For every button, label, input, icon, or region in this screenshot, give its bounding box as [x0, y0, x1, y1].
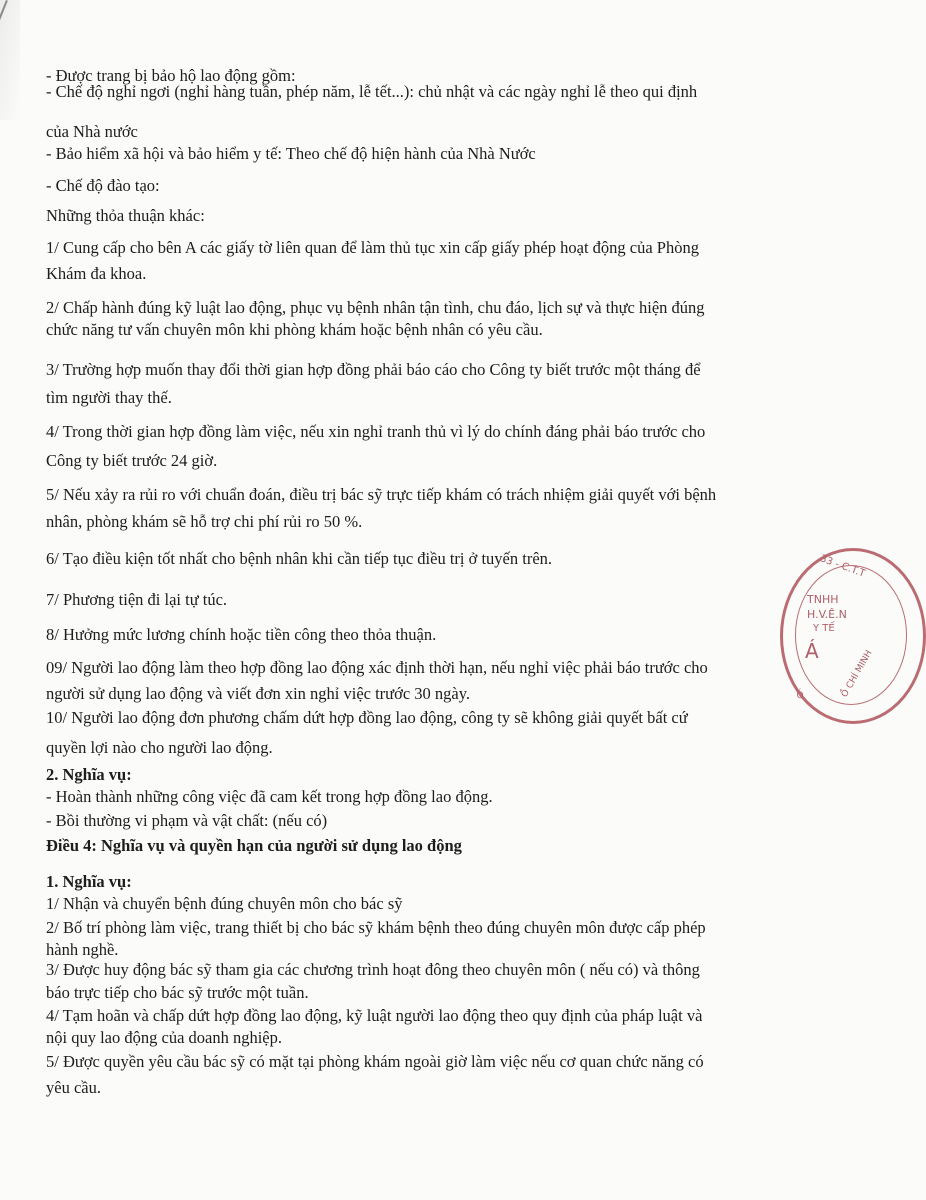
text-line: 1/ Cung cấp cho bên A các giấy tờ liên quan để làm thủ tục xin cấp giấy phép hoạt động của Phòng — [46, 238, 699, 257]
text-line: Khám đa khoa. — [46, 264, 147, 283]
text-line: người sử dụng lao động và viết đơn xin nghỉ việc trước 30 ngày. — [46, 684, 471, 703]
text-line: nội quy lao động của doanh nghiệp. — [46, 1028, 282, 1047]
section-heading: 1. Nghĩa vụ: — [46, 872, 132, 891]
text-line: 4/ Tạm hoãn và chấp dứt hợp đồng lao động, kỹ luật người lao động theo quy định của pháp luật và — [46, 1006, 703, 1025]
text-line: 3/ Được huy động bác sỹ tham gia các chương trình hoạt đông theo chuyên môn ( nếu có) và thông — [46, 960, 700, 979]
text-line: - Chế độ đào tạo: — [46, 176, 160, 195]
text-line: 10/ Người lao động đơn phương chấm dứt hợp đồng lao động, công ty sẽ không giải quyết bất cứ — [46, 708, 688, 727]
text-line: - Được trang bị bảo hộ lao động gồm: — [46, 66, 296, 85]
text-line: 7/ Phương tiện đi lại tự túc. — [46, 590, 228, 609]
stamp-text: Y TẾ — [813, 623, 835, 634]
text-line: chức năng tư vấn chuyên môn khi phòng khám hoặc bệnh nhân có yêu cầu. — [46, 320, 543, 339]
text-line: 09/ Người lao động làm theo hợp đồng lao động xác định thời hạn, nếu nghỉ việc phải báo trước cho — [46, 658, 708, 677]
stamp-text: 33 - C.T.T — [818, 553, 867, 580]
text-line: - Bồi thường vi phạm và vật chất: (nếu có) — [46, 811, 328, 830]
text-line: 4/ Trong thời gian hợp đồng làm việc, nếu xin nghỉ tranh thủ vì lý do chính đáng phải báo trước cho — [46, 422, 706, 441]
text-line: yêu cầu. — [46, 1078, 101, 1097]
text-line: 2/ Chấp hành đúng kỹ luật lao động, phục vụ bệnh nhân tận tình, chu đáo, lịch sự và thực hiện đúng — [46, 298, 705, 317]
text-line: - Hoàn thành những công việc đã cam kết trong hợp đồng lao động. — [46, 787, 493, 806]
text-line: 5/ Được quyền yêu cầu bác sỹ có mặt tại phòng khám ngoài giờ làm việc nếu cơ quan chức năng có — [46, 1052, 704, 1071]
section-heading: 2. Nghĩa vụ: — [46, 765, 132, 784]
stamp-text: Á — [805, 639, 819, 663]
text-line: của Nhà nước — [46, 122, 138, 141]
article-heading: Điều 4: Nghĩa vụ và quyền hạn của người sử dụng lao động — [46, 836, 462, 855]
text-line: 5/ Nếu xảy ra rủi ro với chuẩn đoán, điều trị bác sỹ trực tiếp khám có trách nhiệm giải quyết với bệnh — [46, 485, 717, 504]
text-line: 3/ Trường hợp muốn thay đổi thời gian hợp đồng phải báo cáo cho Công ty biết trước một tháng để — [46, 360, 701, 379]
text-line: Những thỏa thuận khác: — [46, 206, 205, 225]
text-line: nhân, phòng khám sẽ hỗ trợ chi phí rủi ro 50 %. — [46, 512, 363, 531]
text-line: 8/ Hưởng mức lương chính hoặc tiền công theo thỏa thuận. — [46, 625, 437, 644]
stamp-text: Ố — [795, 690, 806, 702]
stamp-text: Ồ CHÍ MINH — [839, 648, 875, 700]
text-line: tìm người thay thế. — [46, 388, 172, 407]
stamp-text: TNHH — [807, 593, 839, 606]
text-line: báo trực tiếp cho bác sỹ trước một tuần. — [46, 983, 309, 1002]
text-line: - Chế độ nghỉ ngơi (nghỉ hàng tuần, phép năm, lễ tết...): chủ nhật và các ngày nghỉ lễ theo qui định — [46, 82, 698, 101]
text-line: - Bảo hiểm xã hội và bảo hiểm y tế: Theo chế độ hiện hành của Nhà Nước — [46, 144, 536, 163]
stamp-text: H.V.Ê.N — [807, 608, 847, 621]
text-line: 2/ Bố trí phòng làm việc, trang thiết bị cho bác sỹ khám bệnh theo đúng chuyên môn được cấp phép — [46, 918, 706, 937]
text-line: 6/ Tạo điều kiện tốt nhất cho bệnh nhân khi cần tiếp tục điều trị ở tuyến trên. — [46, 549, 553, 568]
text-line: 1/ Nhận và chuyển bệnh đúng chuyên môn cho bác sỹ — [46, 894, 403, 913]
text-line: Công ty biết trước 24 giờ. — [46, 451, 218, 470]
text-line: hành nghề. — [46, 940, 119, 959]
paper-crease — [0, 0, 20, 120]
company-stamp — [780, 548, 926, 724]
text-line: quyền lợi nào cho người lao động. — [46, 738, 273, 757]
